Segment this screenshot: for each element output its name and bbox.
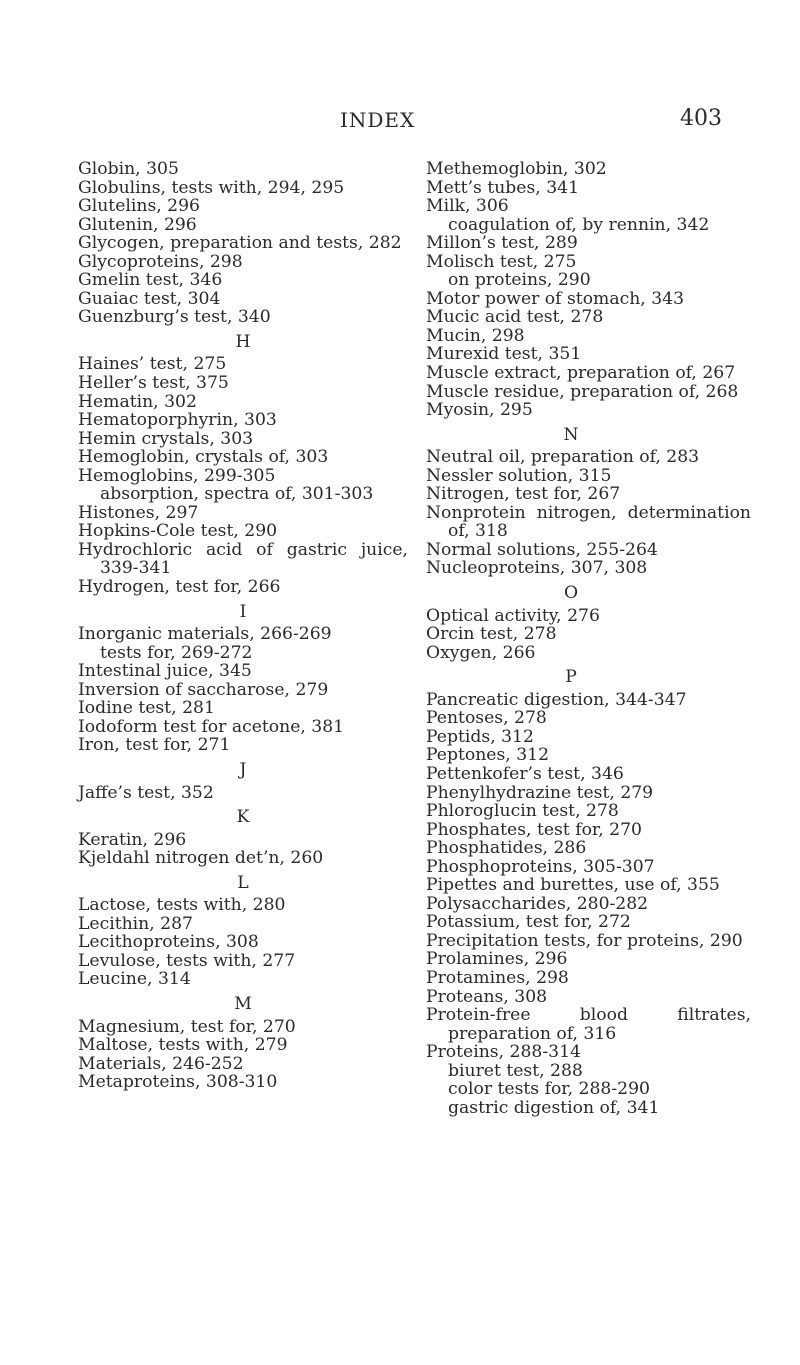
index-entry: Peptones, 312: [426, 745, 550, 766]
index-entry: Intestinal juice, 345: [78, 661, 252, 682]
index-entry: Guenzburg’s test, 340: [78, 307, 271, 328]
index-entry: Polysaccharides, 280-282: [426, 893, 649, 914]
index-entry: Orcin test, 278: [426, 624, 557, 645]
index-subentry: on proteins, 290: [448, 270, 591, 291]
section-letter: M: [234, 993, 252, 1014]
index-entry: Keratin, 296: [78, 829, 187, 850]
index-entry: Hydrochloric acid of gastric juice, 339-341: [78, 539, 408, 579]
index-entry: Phenylhydrazine test, 279: [426, 782, 654, 803]
index-subentry: tests for, 269-272: [100, 642, 253, 663]
index-entry: Nessler solution, 315: [426, 465, 612, 486]
index-entry: Peptids, 312: [426, 726, 534, 747]
index-entry: Hematoporphyrin, 303: [78, 410, 277, 431]
index-entry: Levulose, tests with, 277: [78, 950, 296, 971]
index-entry: Iron, test for, 271: [78, 735, 231, 756]
index-entry: Leucine, 314: [78, 969, 191, 990]
section-letter: I: [239, 601, 247, 622]
index-entry: Magnesium, test for, 270: [78, 1016, 296, 1037]
index-entry: Lactose, tests with, 280: [78, 895, 286, 916]
index-subentry: coagulation of, by rennin, 342: [448, 214, 710, 235]
index-entry: Hemin crystals, 303: [78, 428, 254, 449]
index-entry: Glycogen, preparation and tests, 282: [78, 233, 402, 254]
index-entry: Glutenin, 296: [78, 214, 197, 235]
index-entry: Optical activity, 276: [426, 605, 600, 626]
section-letter: H: [235, 331, 251, 352]
index-entry: Glycoproteins, 298: [78, 251, 243, 272]
index-entry: Muscle residue, preparation of, 268: [426, 381, 739, 402]
index-entry: Motor power of stomach, 343: [426, 288, 685, 309]
index-entry: Histones, 297: [78, 502, 199, 523]
index-entry: Materials, 246-252: [78, 1053, 244, 1074]
index-entry: Kjeldahl nitrogen det’n, 260: [78, 848, 324, 869]
page-number: 403: [680, 106, 722, 131]
index-entry: Prolamines, 296: [426, 949, 568, 970]
index-entry: Methemoglobin, 302: [426, 159, 607, 179]
index-entry: Precipitation tests, for proteins, 290: [426, 930, 743, 951]
index-entry: Murexid test, 351: [426, 344, 582, 365]
index-entry: Mucin, 298: [426, 325, 525, 346]
section-letter: N: [563, 424, 579, 445]
section-letter: L: [237, 872, 249, 893]
index-entry: Hematin, 302: [78, 391, 197, 412]
index-entry: Molisch test, 275: [426, 251, 577, 272]
index-entry: Iodoform test for acetone, 381: [78, 716, 345, 737]
index-subentry: absorption, spectra of, 301-303: [100, 484, 374, 505]
index-entry: Nucleoproteins, 307, 308: [426, 558, 648, 579]
index-subentry: color tests for, 288-290: [448, 1079, 650, 1100]
index-entry: Gmelin test, 346: [78, 270, 223, 291]
index-entry: Phosphatides, 286: [426, 838, 587, 859]
index-entry: Proteins, 288-314: [426, 1042, 581, 1063]
section-letter: J: [239, 759, 247, 780]
index-subentry: biuret test, 288: [448, 1060, 583, 1081]
index-entry: Potassium, test for, 272: [426, 912, 631, 933]
index-entry: Hemoglobins, 299-305: [78, 465, 276, 486]
index-entry: Globin, 305: [78, 159, 179, 179]
index-entry: Mucic acid test, 278: [426, 307, 604, 328]
index-entry: Inversion of saccharose, 279: [78, 679, 329, 700]
section-letter: P: [565, 667, 577, 688]
index-entry: Lecithin, 287: [78, 913, 193, 934]
index-entry: Globulins, tests with, 294, 295: [78, 177, 345, 198]
index-entry: Guaiac test, 304: [78, 288, 221, 309]
index-entry: Myosin, 295: [426, 400, 533, 421]
index-entry: Hopkins-Cole test, 290: [78, 521, 278, 542]
index-entry: Pentoses, 278: [426, 708, 547, 729]
index-entry: Heller’s test, 375: [78, 373, 229, 394]
section-letter: K: [236, 807, 250, 828]
index-entry: Maltose, tests with, 279: [78, 1035, 288, 1056]
index-entry: Hemoglobin, crystals of, 303: [78, 447, 329, 468]
index-entry: Proteans, 308: [426, 986, 548, 1007]
index-entry: Muscle extract, preparation of, 267: [426, 363, 736, 384]
index-column-right: [426, 160, 751, 1117]
index-entry: Millon’s test, 289: [426, 233, 578, 254]
index-entry: Nonprotein nitrogen, determination of, 318: [426, 502, 751, 542]
index-entry: Mett’s tubes, 341: [426, 177, 580, 198]
index-entry: Phosphates, test for, 270: [426, 819, 642, 840]
index-entry: Hydrogen, test for, 266: [78, 577, 281, 598]
index-entry: Protamines, 298: [426, 967, 569, 988]
index-entry: Nitrogen, test for, 267: [426, 484, 621, 505]
index-entry: Iodine test, 281: [78, 698, 215, 719]
page-header: [0, 108, 800, 138]
index-entry: Jaffe’s test, 352: [78, 782, 214, 803]
index-entry: Protein-free blood filtrates, preparation of, 316: [426, 1005, 751, 1044]
index-entry: Phloroglucin test, 278: [426, 801, 619, 822]
index-entry: Lecithoproteins, 308: [78, 932, 259, 953]
index-entry: Metaproteins, 308-310: [78, 1072, 278, 1093]
index-entry: Phosphoproteins, 305-307: [426, 856, 655, 877]
index-entry: Milk, 306: [426, 196, 509, 217]
index-entry: Pettenkofer’s test, 346: [426, 763, 624, 784]
index-column-left: [78, 160, 408, 1092]
section-letter: O: [563, 583, 579, 604]
index-entry: Pancreatic digestion, 344-347: [426, 689, 687, 710]
index-entry: Glutelins, 296: [78, 196, 200, 217]
index-subentry: gastric digestion of, 341: [448, 1097, 660, 1118]
index-entry: Pipettes and burettes, use of, 355: [426, 875, 720, 896]
index-entry: Oxygen, 266: [426, 642, 536, 663]
index-entry: Haines’ test, 275: [78, 354, 227, 375]
index-entry: Neutral oil, preparation of, 283: [426, 447, 700, 468]
index-entry: Inorganic materials, 266-269: [78, 624, 332, 645]
running-title: INDEX: [340, 108, 416, 132]
index-entry: Normal solutions, 255-264: [426, 539, 658, 560]
